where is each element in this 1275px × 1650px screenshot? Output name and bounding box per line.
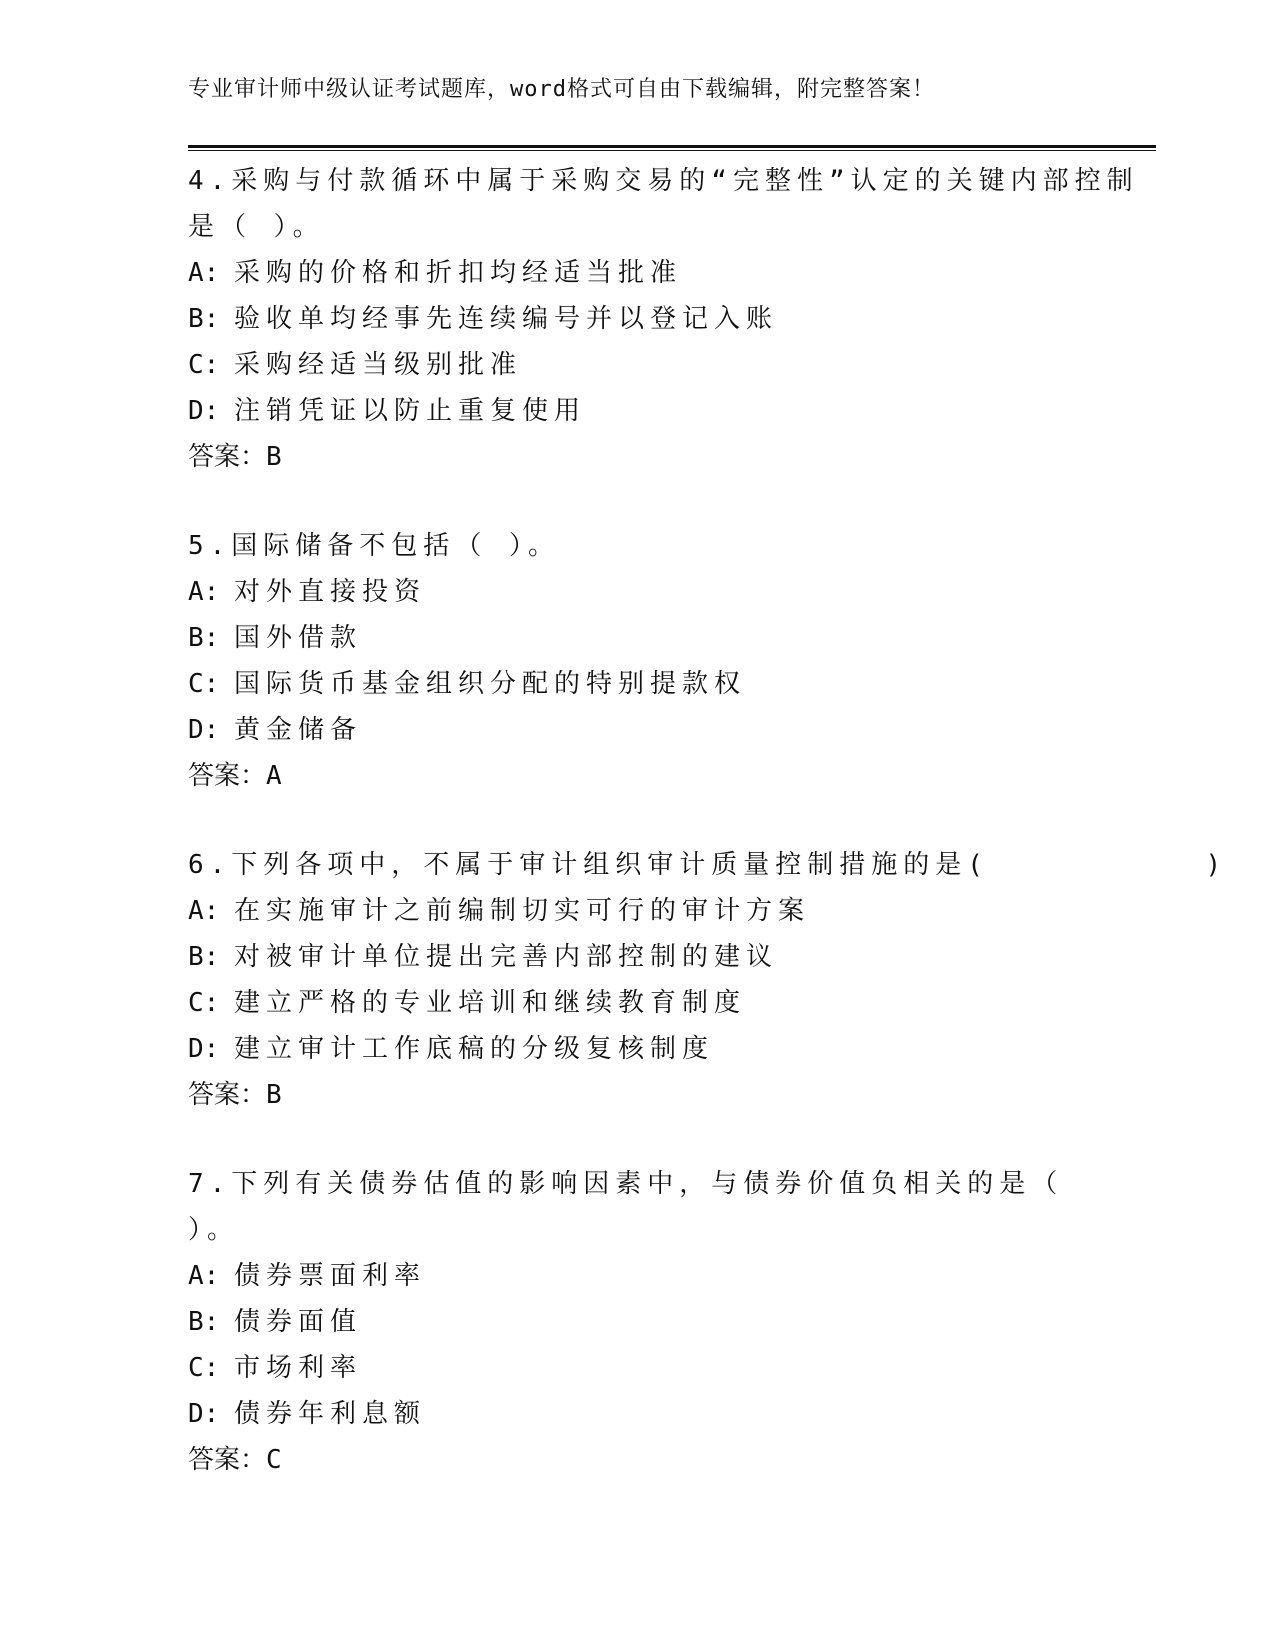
answer (188, 434, 1088, 480)
option-c (188, 980, 1088, 1026)
header-rule-thin (188, 150, 1156, 151)
option-letter: D: (188, 1034, 220, 1064)
option-d (188, 388, 1088, 434)
answer-value: A (266, 761, 282, 791)
option-b (188, 1299, 1088, 1345)
option-b (188, 296, 1088, 342)
answer (188, 1437, 1088, 1483)
question-stem: 6.下列各项中，不属于审计组织审计质量控制措施的是( ) (188, 850, 1228, 880)
option-letter: C: (188, 350, 220, 380)
option-letter: A: (188, 1261, 220, 1291)
answer-label: 答案： (188, 761, 267, 791)
option-a (188, 569, 1088, 615)
option-letter: A: (188, 258, 220, 288)
option-letter: A: (188, 577, 220, 607)
option-text: 对外直接投资 (234, 577, 427, 607)
option-text: 采购的价格和折扣均经适当批准 (234, 258, 683, 288)
option-d (188, 707, 1088, 753)
option-text: 国外借款 (234, 623, 363, 653)
option-letter: D: (188, 715, 220, 745)
question-list (188, 158, 1228, 1526)
option-text: 对被审计单位提出完善内部控制的建议 (234, 942, 779, 972)
answer-value: B (266, 442, 282, 472)
answer-label: 答案： (188, 1445, 267, 1475)
header-rule-thick (188, 145, 1156, 148)
option-a (188, 250, 1088, 296)
option-text: 建立严格的专业培训和继续教育制度 (234, 988, 747, 1018)
answer-label: 答案： (188, 1080, 267, 1110)
option-letter: B: (188, 304, 220, 334)
question-7 (188, 1161, 1088, 1483)
option-letter: A: (188, 896, 220, 926)
question-4 (188, 158, 1139, 480)
page-header: 专业审计师中级认证考试题库，word格式可自由下载编辑，附完整答案！ (188, 77, 935, 102)
option-text: 注销凭证以防止重复使用 (234, 396, 587, 426)
question-stem: 7.下列有关债券估值的影响因素中，与债券价值负相关的是（ (188, 1169, 1064, 1199)
option-c (188, 342, 1088, 388)
option-letter: B: (188, 1307, 220, 1337)
question-5 (188, 523, 1088, 799)
option-text: 市场利率 (234, 1353, 363, 1383)
option-a (188, 888, 1088, 934)
question-stem: 4.采购与付款循环中属于采购交易的“完整性”认定的关键内部控制 (188, 166, 1139, 196)
option-text: 债券票面利率 (234, 1261, 427, 1291)
option-text: 黄金储备 (234, 715, 363, 745)
option-letter: C: (188, 988, 220, 1018)
option-d (188, 1026, 1088, 1072)
option-letter: C: (188, 1353, 220, 1383)
answer-label: 答案： (188, 442, 267, 472)
option-text: 国际货币基金组织分配的特别提款权 (234, 669, 747, 699)
answer-value: C (266, 1445, 282, 1475)
question-stem: 是（ ）。 (188, 212, 325, 242)
option-text: 采购经适当级别批准 (234, 350, 523, 380)
option-letter: C: (188, 669, 220, 699)
option-text: 债券年利息额 (234, 1399, 427, 1429)
option-a (188, 1253, 1088, 1299)
option-b (188, 615, 1088, 661)
answer-value: B (266, 1080, 282, 1110)
option-letter: B: (188, 942, 220, 972)
option-letter: D: (188, 1399, 220, 1429)
answer (188, 753, 1088, 799)
question-stem: 5.国际储备不包括（ ）。 (188, 531, 560, 561)
option-b (188, 934, 1088, 980)
option-text: 建立审计工作底稿的分级复核制度 (234, 1034, 715, 1064)
option-text: 债券面值 (234, 1307, 363, 1337)
option-c (188, 1345, 1088, 1391)
option-letter: B: (188, 623, 220, 653)
option-text: 验收单均经事先连续编号并以登记入账 (234, 304, 779, 334)
option-d (188, 1391, 1088, 1437)
option-text: 在实施审计之前编制切实可行的审计方案 (234, 896, 811, 926)
question-stem: ）。 (188, 1215, 240, 1245)
option-c (188, 661, 1088, 707)
answer (188, 1072, 1088, 1118)
question-6 (188, 842, 1228, 1118)
option-letter: D: (188, 396, 220, 426)
